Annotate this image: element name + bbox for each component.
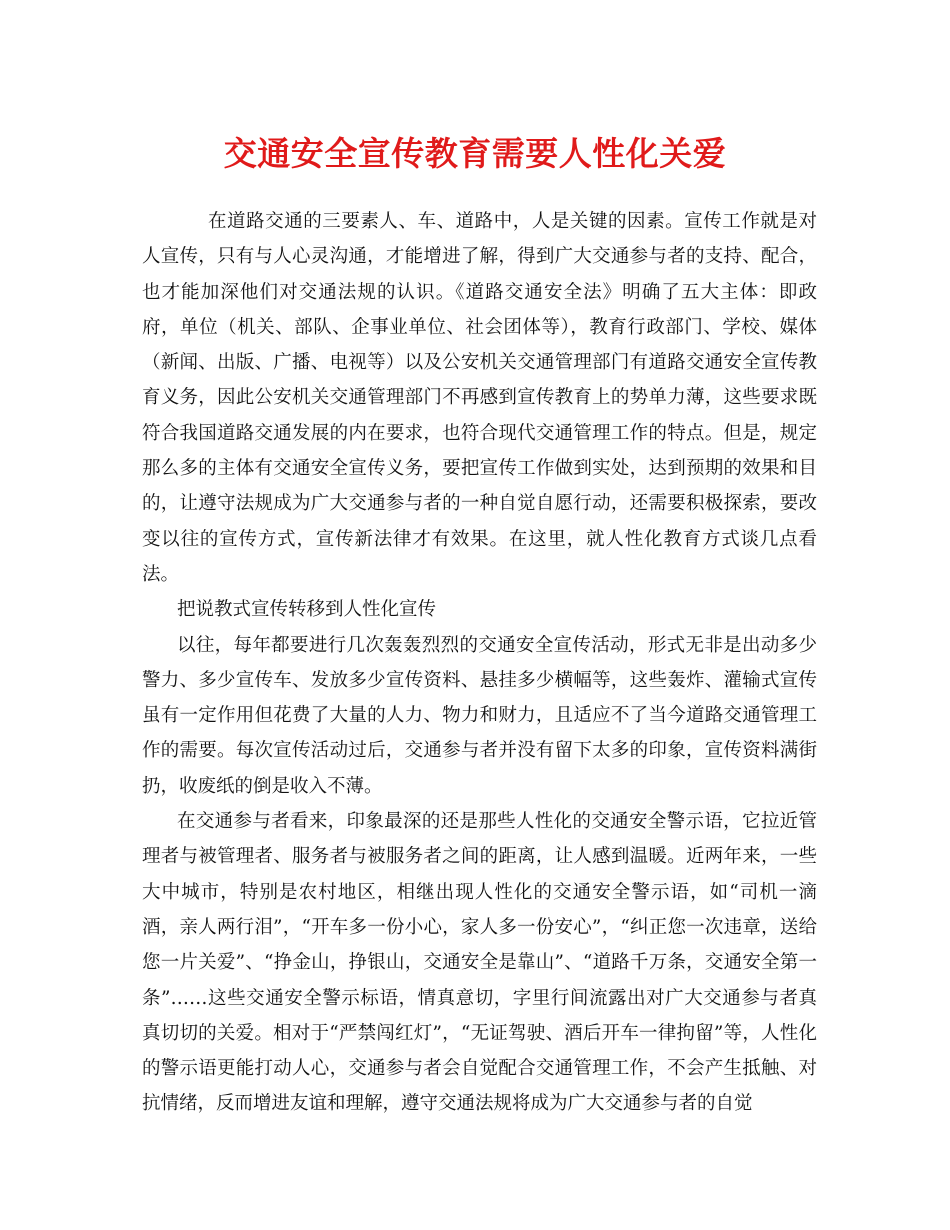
paragraph-intro: 在道路交通的三要素人、车、道路中，人是关键的因素。宣传工作就是对人宣传，只有与人心灵沟通，才能增进了解，得到广大交通参与者的支持、配合，也才能加深他们对交通法规的认识。《道路交通安全法》明确了五大主体：即政府，单位（机关、部队、企事业单位、社会团体等），教育行政部门、学校、媒体（新闻、出版、广播、电视等）以及公安机关交通管理部门有道路交通安全宣传教育义务，因此公安机关交通管理部门不再感到宣传教育上的势单力薄，这些要求既符合我国道路交通发展的内在要求，也符合现代交通管理工作的特点。但是，规定那么多的主体有交通安全宣传义务，要把宣传工作做到实处，达到预期的效果和目的，让遵守法规成为广大交通参与者的一种自觉自愿行动，还需要积极探索，要改变以往的宣传方式，宣传新法律才有效果。在这里，就人性化教育方式谈几点看法。 [142, 211, 817, 585]
document-title: 交通安全宣传教育需要人性化关爱 [223, 134, 727, 173]
document-body [142, 204, 817, 1122]
section-heading: 把说教式宣传转移到人性化宣传 [177, 599, 437, 621]
paragraph-humanized-slogans: 在交通参与者看来，印象最深的还是那些人性化的交通安全警示语，它拉近管理者与被管理者、服务者与被服务者之间的距离，让人感到温暖。近两年来，一些大中城市，特别是农村地区，相继出现人性化的交通安全警示语，如“司机一滴酒，亲人两行泪”，“开车多一份小心，家人多一份安心”，“纠正您一次违章，送给您一片关爱”、“挣金山，挣银山，交通安全是靠山”、“道路千万条，交通安全第一条”……这些交通安全警示标语，情真意切，字里行间流露出对广大交通参与者真真切切的关爱。相对于“严禁闯红灯”，“无证驾驶、酒后开车一律拘留”等，人性化的警示语更能打动人心，交通参与者会自觉配合交通管理工作，不会产生抵触、对抗情绪，反而增进友谊和理解，遵守交通法规将成为广大交通参与者的自觉 [142, 811, 817, 1115]
paragraph-past-campaigns: 以往，每年都要进行几次轰轰烈烈的交通安全宣传活动，形式无非是出动多少警力、多少宣传车、发放多少宣传资料、悬挂多少横幅等，这些轰炸、灌输式宣传虽有一定作用但花费了大量的人力、物力和财力，且适应不了当今道路交通管理工作的需要。每次宣传活动过后，交通参与者并没有留下太多的印象，宣传资料满街扔，收废纸的倒是收入不薄。 [142, 634, 817, 797]
